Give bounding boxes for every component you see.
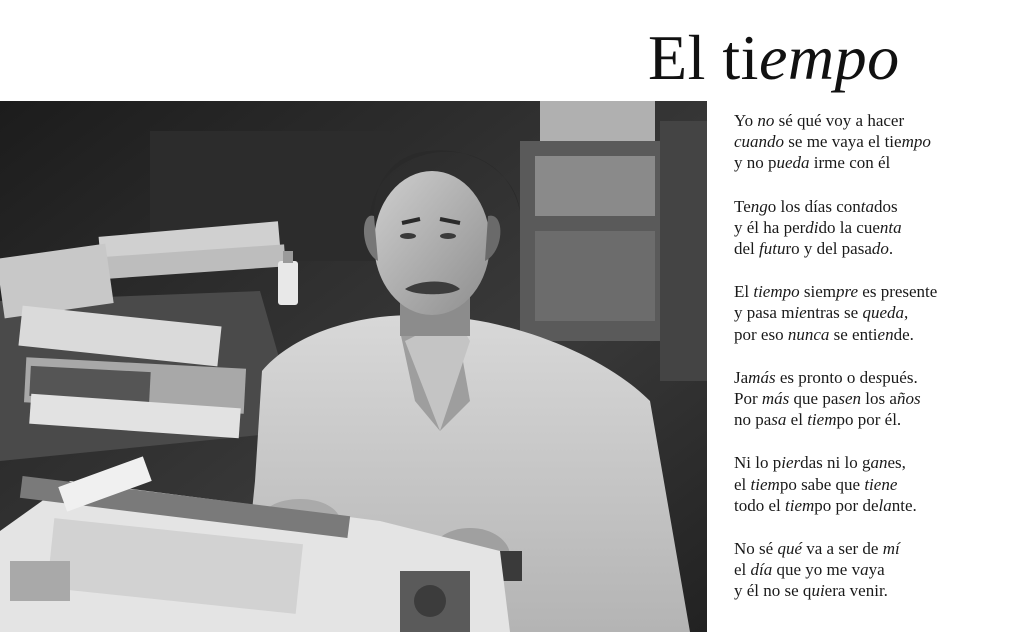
text-segment: siem	[799, 282, 836, 302]
text-segment: ntras se	[806, 303, 863, 323]
text-segment: y pasa m	[734, 303, 795, 323]
text-segment: el	[786, 410, 808, 430]
italic-segment: tiempo	[753, 282, 800, 302]
text-segment: irme con él	[809, 153, 891, 173]
text-segment: se me vaya el tie	[784, 132, 902, 152]
poem-line	[734, 196, 1020, 217]
italic-segment: ui	[811, 581, 825, 601]
text-segment: el	[734, 474, 751, 494]
italic-segment: an	[870, 453, 888, 473]
text-segment: ya	[868, 560, 885, 580]
text-segment: no pa	[734, 410, 772, 430]
poem-line	[734, 495, 1020, 516]
text-segment: po por él.	[836, 410, 902, 430]
italic-segment: cuando	[734, 132, 785, 152]
poem-line	[734, 110, 1020, 131]
italic-segment: más	[748, 367, 776, 387]
photo-illustration	[0, 101, 707, 632]
text-segment: pués.	[882, 367, 918, 387]
text-segment: Ja	[734, 367, 749, 387]
poem-line	[734, 474, 1020, 495]
poem-line	[734, 302, 1020, 323]
text-segment: y no p	[734, 153, 777, 173]
poem-line	[734, 388, 1020, 409]
italic-segment: mpo	[901, 132, 931, 152]
text-segment: Ni lo p	[734, 453, 782, 473]
stanza	[734, 281, 1020, 345]
text-segment: es presente	[858, 282, 938, 302]
stanza	[734, 452, 1020, 516]
italic-segment: pre	[836, 282, 859, 302]
italic-segment: queda	[862, 303, 904, 323]
title-plain: El ti	[648, 22, 759, 93]
poem-line	[734, 452, 1020, 473]
stanza	[734, 196, 1020, 260]
author-photo	[0, 101, 707, 632]
text-segment: El	[734, 282, 754, 302]
italic-segment: tiem	[750, 474, 780, 494]
text-segment: por eso	[734, 324, 788, 344]
italic-segment: en	[877, 324, 894, 344]
text-segment: es,	[887, 453, 906, 473]
text-segment: .	[888, 239, 894, 259]
poem-line	[734, 217, 1020, 238]
italic-segment: futu	[759, 239, 786, 259]
italic-segment: sa	[771, 410, 787, 430]
text-segment: Yo	[734, 111, 758, 130]
text-segment: y él no se q	[734, 581, 812, 601]
italic-segment: ie	[794, 303, 807, 323]
text-segment: ro y del pasa	[785, 239, 872, 259]
poem-line	[734, 538, 1020, 559]
title-italic: empo	[758, 22, 900, 93]
italic-segment: tiem	[807, 410, 837, 430]
stanza	[734, 110, 1020, 174]
poem-line	[734, 281, 1020, 302]
text-segment: nte.	[891, 495, 917, 515]
text-segment: dos	[874, 196, 898, 216]
italic-segment: ños	[896, 389, 921, 409]
italic-segment: a	[860, 560, 869, 580]
italic-segment: ng	[750, 196, 768, 216]
poem-line	[734, 152, 1020, 173]
italic-segment: día	[750, 560, 773, 580]
poem-line	[734, 580, 1020, 601]
text-segment: ,	[903, 303, 909, 323]
italic-segment: ta	[860, 196, 875, 216]
poem-body	[734, 110, 1020, 624]
stanza	[734, 367, 1020, 431]
text-segment: todo el	[734, 495, 785, 515]
text-segment: do la cue	[818, 217, 880, 237]
text-segment: de.	[893, 324, 914, 344]
italic-segment: no	[757, 111, 775, 130]
text-segment: po por de	[814, 495, 879, 515]
poem-line	[734, 367, 1020, 388]
italic-segment: do	[871, 239, 889, 259]
poem-title	[648, 22, 900, 94]
italic-segment: s	[875, 367, 883, 387]
text-segment: po sabe que	[779, 474, 865, 494]
text-segment: Te	[734, 196, 751, 216]
text-segment: era venir.	[824, 581, 888, 601]
stanza	[734, 538, 1020, 602]
text-segment: los a	[861, 389, 897, 409]
italic-segment: sen	[838, 389, 862, 409]
text-segment: y él ha per	[734, 217, 806, 237]
text-segment: sé qué voy a hacer	[774, 111, 905, 130]
text-segment: va a ser de	[802, 539, 883, 559]
poem-line	[734, 409, 1020, 430]
text-segment: Por	[734, 389, 762, 409]
italic-segment: la	[878, 495, 892, 515]
poem-line	[734, 131, 1020, 152]
italic-segment: ier	[781, 453, 801, 473]
italic-segment: más	[761, 389, 790, 409]
text-segment: das ni lo g	[800, 453, 871, 473]
text-segment: o los días con	[767, 196, 861, 216]
italic-segment: di	[805, 217, 819, 237]
text-segment: que yo me v	[772, 560, 861, 580]
text-segment: se enti	[829, 324, 878, 344]
italic-segment: nta	[879, 217, 902, 237]
italic-segment: qué	[777, 539, 802, 559]
poem-line	[734, 238, 1020, 259]
italic-segment: tiene	[864, 474, 898, 494]
text-segment: es pronto o de	[775, 367, 876, 387]
text-segment: el	[734, 560, 751, 580]
text-segment: del	[734, 239, 760, 259]
italic-segment: tiem	[785, 495, 815, 515]
poem-line	[734, 324, 1020, 345]
italic-segment: nunca	[787, 324, 830, 344]
italic-segment: mí	[882, 539, 900, 559]
text-segment: que pa	[789, 389, 839, 409]
poem-line	[734, 559, 1020, 580]
text-segment: No sé	[734, 539, 778, 559]
italic-segment: ueda	[776, 153, 810, 173]
